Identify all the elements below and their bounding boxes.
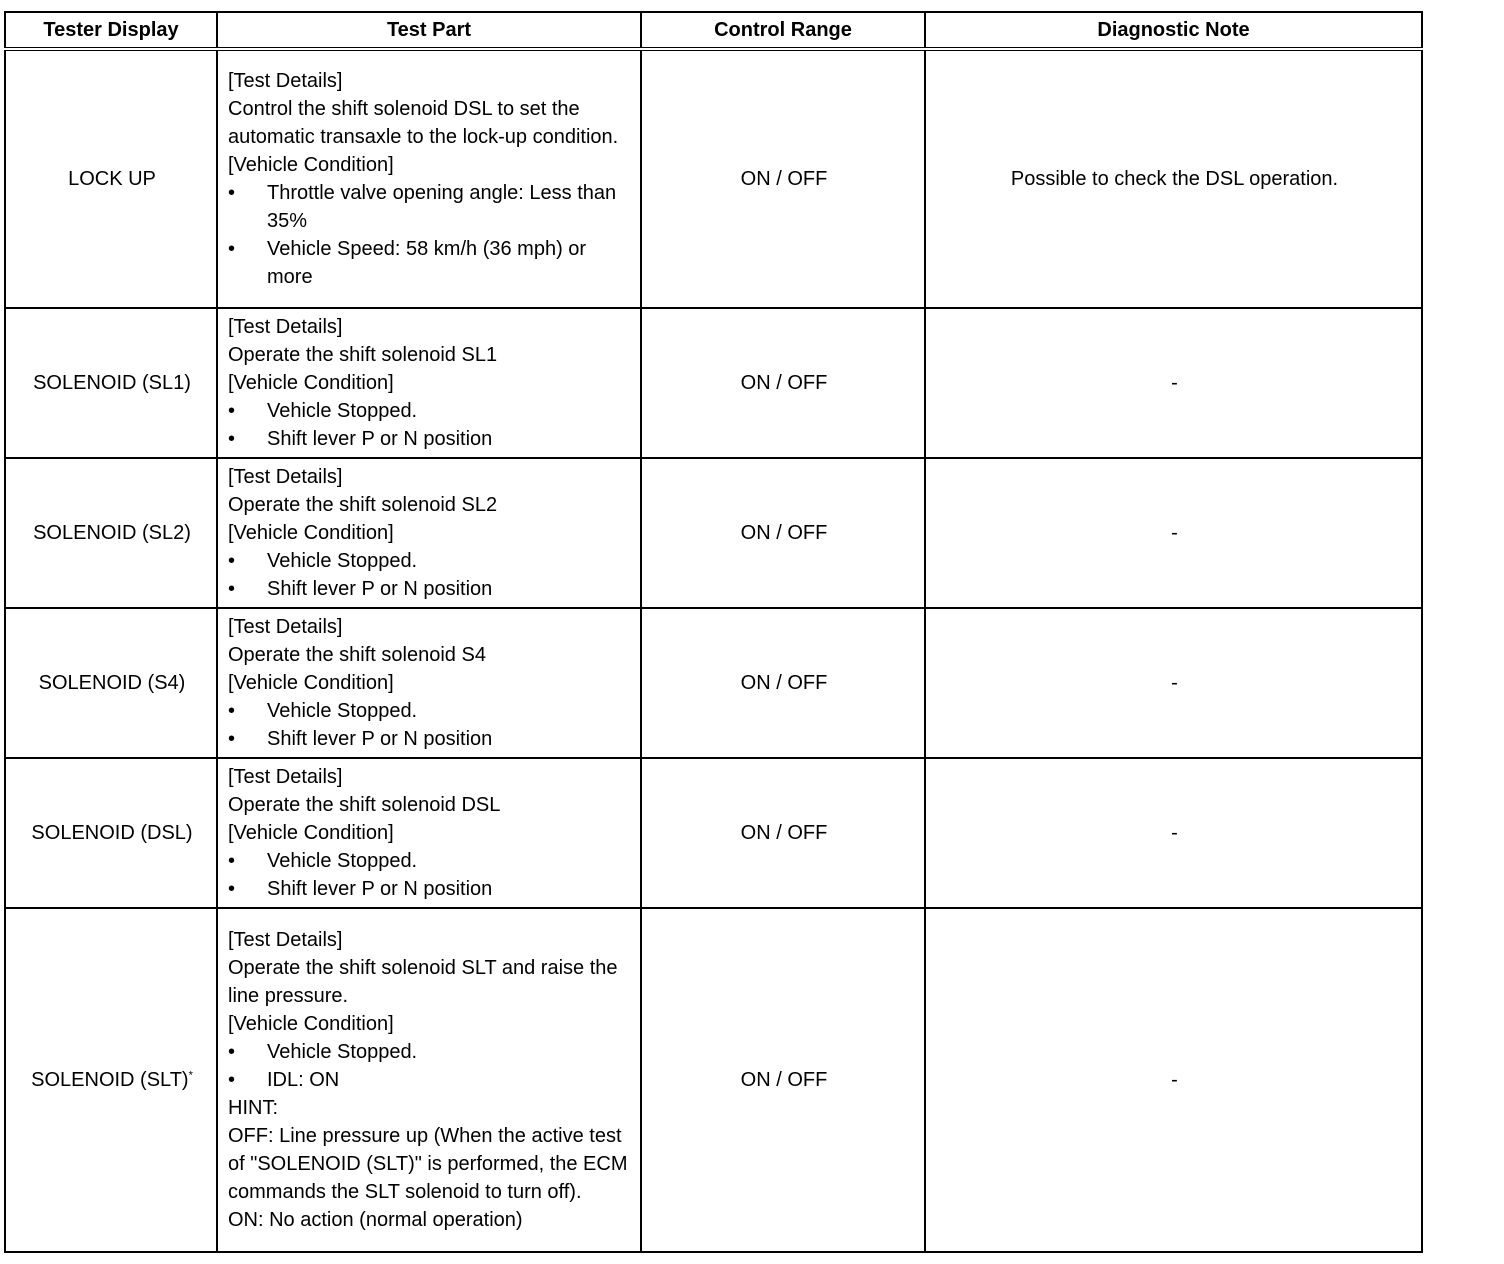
test-details-text: Operate the shift solenoid SLT and raise the line pressure.	[228, 957, 618, 1007]
header-diagnostic-note: Diagnostic Note	[925, 12, 1422, 49]
condition-item: • Shift lever P or N position	[228, 725, 632, 753]
condition-item: • Vehicle Speed: 58 km/h (36 mph) or more	[228, 235, 632, 291]
tester-display-cell: LOCK UP	[5, 49, 217, 308]
table-row	[5, 608, 1422, 758]
hint-off-text: OFF: Line pressure up (When the active test of "SOLENOID (SLT)" is performed, the ECM commands the SLT solenoid to turn off).	[228, 1125, 628, 1203]
diagnostic-note-cell: -	[925, 758, 1422, 908]
test-details-text: Operate the shift solenoid SL1	[228, 344, 498, 366]
test-details-text: Operate the shift solenoid SL2	[228, 494, 498, 516]
test-details-label: [Test Details]	[228, 929, 343, 951]
control-range-cell: ON / OFF	[641, 308, 925, 458]
vehicle-condition-label: [Vehicle Condition]	[228, 372, 394, 394]
table-row	[5, 908, 1422, 1252]
table-row	[5, 49, 1422, 308]
vehicle-condition-label: [Vehicle Condition]	[228, 522, 394, 544]
condition-item: • Vehicle Stopped.	[228, 397, 632, 425]
active-test-table	[4, 11, 1423, 1253]
condition-item: • Shift lever P or N position	[228, 875, 632, 903]
tester-display-cell	[5, 908, 217, 1252]
footnote-mark: *	[188, 1069, 193, 1082]
hint-on-text: ON: No action (normal operation)	[228, 1209, 523, 1231]
condition-item: • Shift lever P or N position	[228, 575, 632, 603]
diagnostic-note-cell: -	[925, 608, 1422, 758]
test-details-label: [Test Details]	[228, 766, 343, 788]
condition-item: • Throttle valve opening angle: Less than 35%	[228, 179, 632, 235]
hint-label: HINT:	[228, 1097, 278, 1119]
test-details-label: [Test Details]	[228, 316, 343, 338]
diagnostic-note-cell: -	[925, 308, 1422, 458]
control-range-cell: ON / OFF	[641, 49, 925, 308]
control-range-cell: ON / OFF	[641, 908, 925, 1252]
vehicle-condition-label: [Vehicle Condition]	[228, 1013, 394, 1035]
tester-display-cell: SOLENOID (S4)	[5, 608, 217, 758]
test-details-text: Operate the shift solenoid S4	[228, 644, 486, 666]
test-part-cell	[217, 908, 641, 1252]
condition-item: • Vehicle Stopped.	[228, 547, 632, 575]
control-range-cell: ON / OFF	[641, 758, 925, 908]
test-details-label: [Test Details]	[228, 70, 343, 92]
tester-display-cell: SOLENOID (SL1)	[5, 308, 217, 458]
control-range-cell: ON / OFF	[641, 608, 925, 758]
tester-display-cell: SOLENOID (DSL)	[5, 758, 217, 908]
test-details-label: [Test Details]	[228, 466, 343, 488]
test-details-label: [Test Details]	[228, 616, 343, 638]
vehicle-condition-label: [Vehicle Condition]	[228, 672, 394, 694]
tester-display-text: SOLENOID (SLT)	[31, 1069, 189, 1091]
header-control-range: Control Range	[641, 12, 925, 49]
test-part-cell	[217, 308, 641, 458]
header-tester-display: Tester Display	[5, 12, 217, 49]
condition-item: • Vehicle Stopped.	[228, 1038, 632, 1066]
table-row	[5, 458, 1422, 608]
test-details-text: Control the shift solenoid DSL to set the automatic transaxle to the lock-up condition.	[228, 98, 619, 148]
condition-item: • Vehicle Stopped.	[228, 697, 632, 725]
condition-item: • Vehicle Stopped.	[228, 847, 632, 875]
test-part-cell	[217, 458, 641, 608]
diagnostic-note-cell: -	[925, 458, 1422, 608]
condition-item: • IDL: ON	[228, 1066, 632, 1094]
table-row	[5, 308, 1422, 458]
control-range-cell: ON / OFF	[641, 458, 925, 608]
test-part-cell	[217, 49, 641, 308]
test-part-cell	[217, 758, 641, 908]
diagnostic-note-cell: Possible to check the DSL operation.	[925, 49, 1422, 308]
diagnostic-note-cell: -	[925, 908, 1422, 1252]
test-part-cell	[217, 608, 641, 758]
test-details-text: Operate the shift solenoid DSL	[228, 794, 501, 816]
tester-display-cell: SOLENOID (SL2)	[5, 458, 217, 608]
vehicle-condition-label: [Vehicle Condition]	[228, 154, 394, 176]
table-row	[5, 758, 1422, 908]
header-test-part: Test Part	[217, 12, 641, 49]
table-header-row	[5, 12, 1422, 49]
condition-item: • Shift lever P or N position	[228, 425, 632, 453]
vehicle-condition-label: [Vehicle Condition]	[228, 822, 394, 844]
